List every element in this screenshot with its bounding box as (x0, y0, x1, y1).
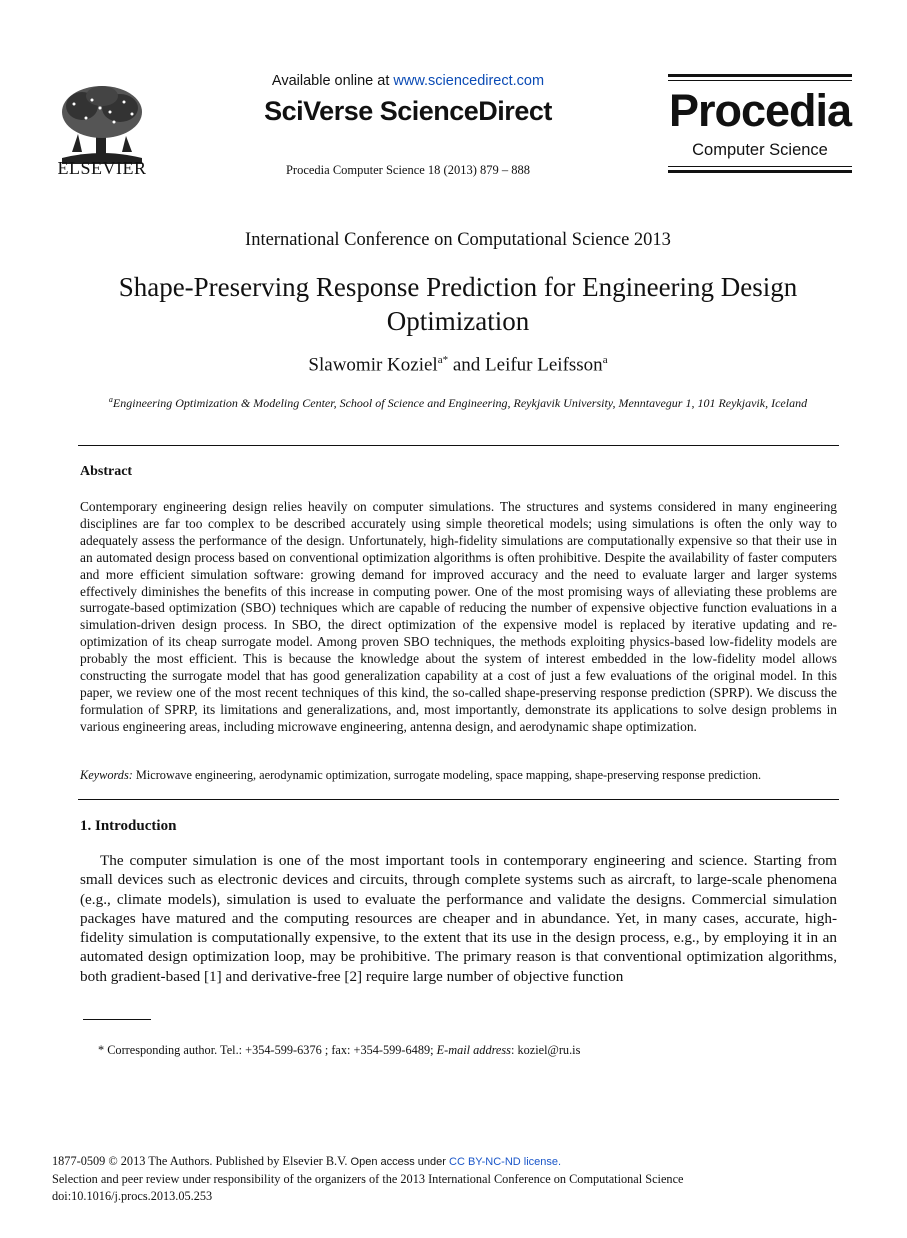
doi-line: doi:10.1016/j.procs.2013.05.253 (52, 1188, 213, 1203)
author-affiliation-mark: a (602, 354, 608, 366)
journal-subtitle: Computer Science (692, 141, 828, 159)
available-online-label: Available online at (271, 73, 394, 89)
keywords-label: Keywords: (80, 768, 133, 782)
abstract-heading: Abstract (80, 464, 133, 479)
footnote-contact: * Corresponding author. Tel.: +354-599-6376 ; fax: +354-599-6489; (98, 1043, 437, 1057)
open-access-label: Open access under (350, 1156, 449, 1168)
author-affiliation-mark: a* (437, 354, 449, 366)
intro-paragraph: The computer simulation is one of the most important tools in contemporary engineering and science. Starting from small devices such as electronic devices and circuits, through complete systems such as aircraft, to large-scale phenomena (e.g., climate models), simulation is used to evaluate the performance and validate the designs. Commercial simulation packages have matured and the computing resources are cheaper and in abundance. Yet, in many cases, accurate, high-fidelity simulation is computationally expensive, to the extent that its use in the design process, e.g., by employing it in an automated design optimization loop, may be prohibitive. The primary reason is that conventional optimization algorithms, both gradient-based [1] and derivative-free [2] require large number of objective function (80, 852, 837, 985)
brand-rule (668, 170, 852, 173)
author-name: Leifur Leifsson (485, 354, 603, 376)
affiliation-text: Engineering Optimization & Modeling Center, School of Science and Engineering, Reykjavik University, Menntavegur 1, 101 Reykjavik, Iceland (112, 396, 808, 410)
publisher-name: ELSEVIER (57, 158, 147, 178)
section-divider (78, 799, 839, 800)
email-label: E-mail address (436, 1043, 511, 1057)
paper-title: Shape-Preserving Response Prediction for Engineering Design Optimization (118, 272, 798, 336)
sciencedirect-link[interactable]: www.sciencedirect.com (393, 73, 545, 89)
section-divider (78, 445, 839, 446)
journal-brand: Procedia (668, 85, 852, 136)
journal-reference: Procedia Computer Science 18 (2013) 879 – 888 (285, 163, 531, 177)
keywords-line (80, 768, 837, 783)
conference-name: International Conference on Computational Science 2013 (245, 230, 671, 250)
brand-rule (668, 80, 852, 81)
abstract-body: Contemporary engineering design relies heavily on computer simulations. The structures and systems considered in many engineering disciplines are far too complex to be described accurately using simple theoretical models; using simulations is often the only way to adequately assess the performance of the design. Unfortunately, high-fidelity simulations are computationally expensive so that their use in an automated design process based on conventional optimization algorithms is often prohibitive. Despite the availability of faster computers and more efficient simulation software: growing demand for improved accuracy and the need to evaluate larger and larger systems effectively diminishes the benefits of this increase in computing power. One of the most promising ways of alleviating these problems are surrogate-based optimization (SBO) techniques which are capable of reducing the number of expensive objective function evaluations in a simulation-driven design process. In SBO, the direct optimization of the expensive model is replaced by iterative updating and re-optimization of its cheap surrogate model. Among proven SBO techniques, the methods exploiting physics-based low-fidelity models are probably the most efficient. This is because the knowledge about the system of interest embedded in the low-fidelity model allows constructing the surrogate model that has good generalization capability at a cost of just a few evaluations of the original model. In this paper, we review one of the most recent techniques of this kind, the so-called shape-preserving response prediction (SPRP). We discuss the formulation of SPRP, its limitations and generalizations, and, most importantly, demonstrate its applications to solve design problems in various engineering areas, including microwave engineering, antenna design, and aerodynamic shape optimization. (80, 499, 837, 734)
author-name: Slawomir Koziel (308, 354, 438, 376)
keywords-text: Microwave engineering, aerodynamic optimization, surrogate modeling, space mapping, shape-preserving response prediction. (132, 768, 762, 782)
license-link[interactable]: CC BY-NC-ND license. (449, 1156, 562, 1168)
peer-review-line: Selection and peer review under responsibility of the organizers of the 2013 International Conference on Computational Science (52, 1171, 684, 1186)
platform-brand: SciVerse ScienceDirect (264, 96, 552, 126)
affiliation-mark: a (108, 395, 113, 404)
brand-rule (668, 74, 852, 77)
copyright-line (52, 1153, 852, 1171)
author-list (80, 354, 836, 376)
affiliation (60, 395, 856, 411)
corresponding-author-footnote (98, 1043, 838, 1058)
section-heading: 1. Introduction (80, 818, 177, 834)
copyright-text: 1877-0509 © 2013 The Authors. Published by Elsevier B.V. (52, 1154, 351, 1168)
email-address: : koziel@ru.is (510, 1043, 581, 1057)
author-separator: and (448, 354, 486, 376)
page-footer (52, 1153, 852, 1204)
available-online-line (250, 73, 566, 89)
footnote-divider (83, 1019, 151, 1020)
brand-rule (668, 166, 852, 167)
